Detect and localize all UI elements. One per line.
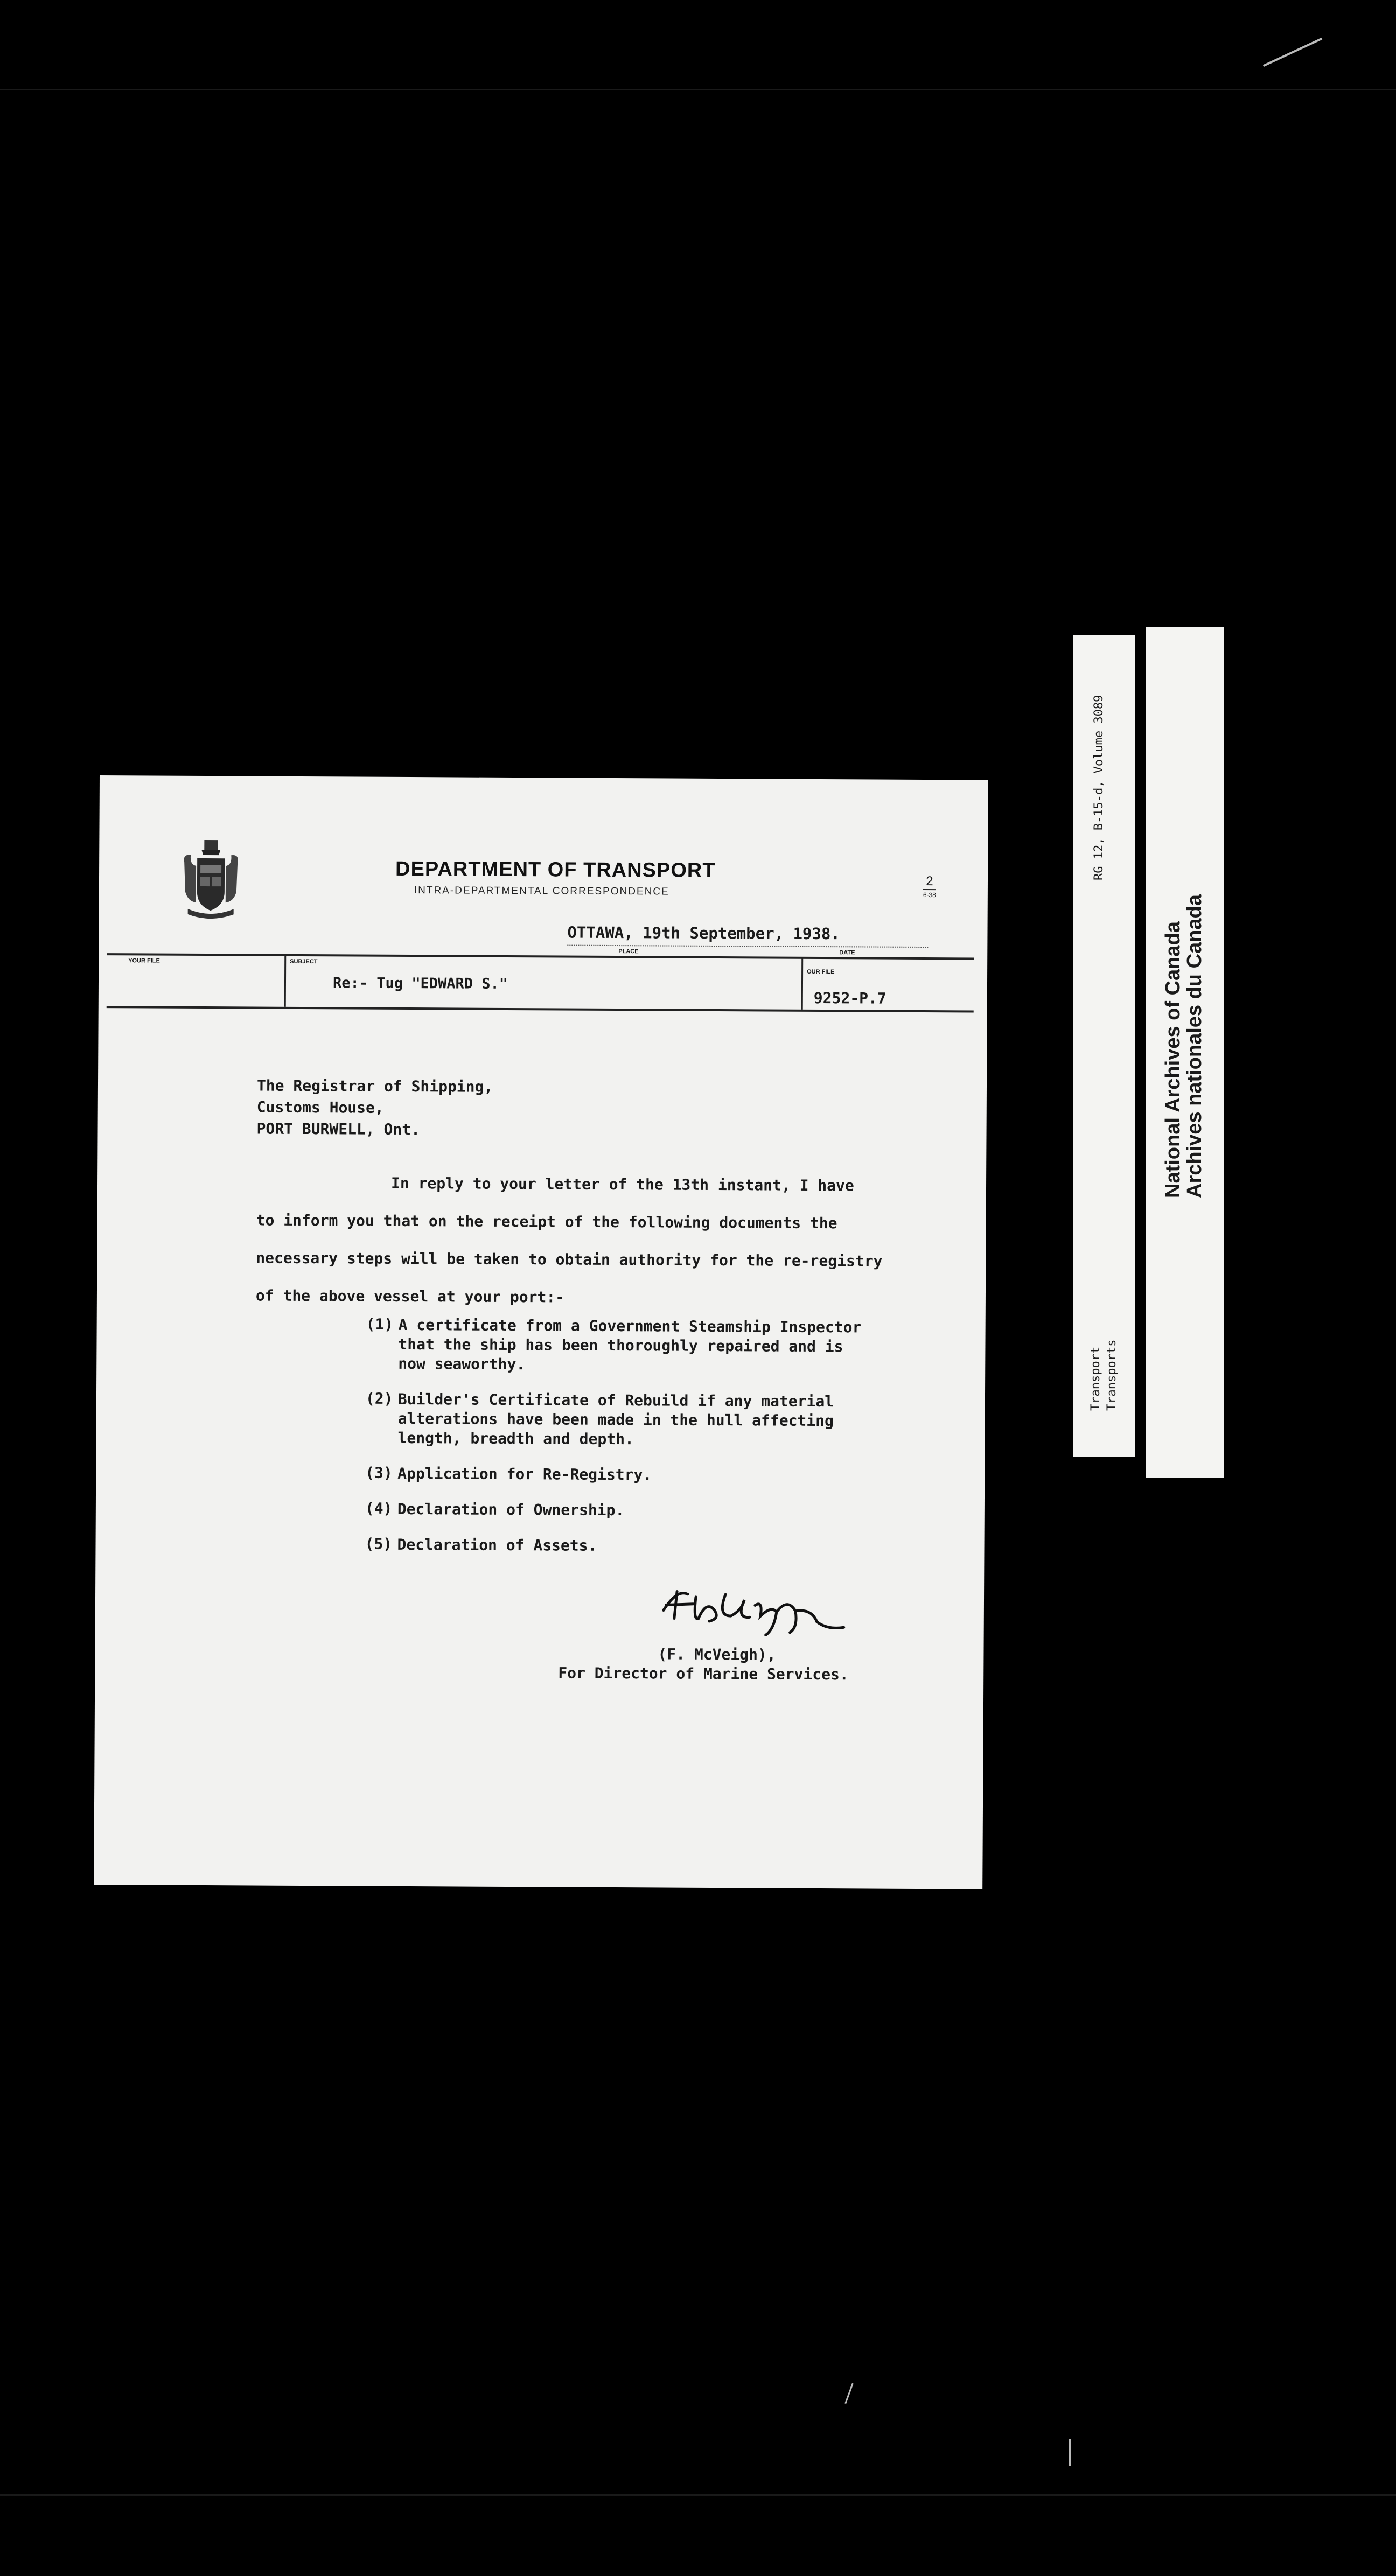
archive-reference: RG 12, B-15-d, Volume 3089 (1092, 695, 1106, 880)
body-line: of the above vessel at your port:- (255, 1286, 565, 1306)
department-title: DEPARTMENT OF TRANSPORT (395, 857, 716, 882)
list-item (365, 1500, 861, 1522)
address-line: PORT BURWELL, Ont. (256, 1119, 421, 1139)
place-label: PLACE (618, 948, 639, 955)
film-scratch (844, 2383, 854, 2404)
coat-of-arms-icon (180, 838, 242, 919)
item-text: Application for Re-Registry. (397, 1464, 652, 1484)
scan-edge-line-top (0, 89, 1396, 90)
item-text: Declaration of Ownership. (397, 1500, 625, 1520)
list-item (365, 1464, 861, 1486)
subject-text: Re:- Tug "EDWARD S." (332, 975, 508, 992)
place-date: OTTAWA, 19th September, 1938. (567, 923, 840, 943)
body-line: to inform you that on the receipt of the following documents the (256, 1211, 837, 1233)
item-text: Builder's Certificate of Rebuild if any material alterations have been made in the hull affecting length, breadth and depth. (397, 1390, 834, 1448)
handwritten-signature (655, 1578, 850, 1638)
list-item (366, 1315, 861, 1376)
department-subtitle: INTRA-DEPARTMENTAL CORRESPONDENCE (414, 885, 669, 898)
transport-label-fr: Transports (1105, 1339, 1119, 1411)
item-text: A certificate from a Government Steamship Inspector that the ship has been thoroughly repaired and is now seaworthy. (398, 1315, 862, 1374)
transport-label (1088, 1340, 1120, 1411)
transport-label-en: Transport (1089, 1346, 1102, 1411)
national-archives-label (1162, 894, 1205, 1198)
scan-edge-line-bottom (0, 2494, 1396, 2496)
letter-sheet (94, 775, 988, 1889)
our-file-number: 9252-P.7 (813, 989, 887, 1007)
item-number: (3) (365, 1464, 393, 1482)
body-line: In reply to your letter of the 13th instant, I have (390, 1174, 854, 1195)
body-line: necessary steps will be taken to obtain authority for the re-registry (256, 1249, 883, 1270)
address-line: Customs House, (256, 1098, 384, 1117)
national-archives-en: National Archives of Canada (1162, 921, 1184, 1198)
signatory-title: For Director of Marine Services. (558, 1664, 849, 1684)
header-divider-left (284, 955, 287, 1007)
national-archives-fr: Archives nationales du Canada (1183, 894, 1206, 1198)
place-date-underline (567, 945, 928, 948)
document-list (365, 1315, 861, 1573)
our-file-label: OUR FILE (807, 968, 835, 976)
address-line: The Registrar of Shipping, (256, 1076, 493, 1096)
form-number-bottom: 6-38 (923, 889, 936, 899)
form-number-top: 2 (926, 874, 933, 889)
list-item (365, 1535, 860, 1557)
item-number: (2) (365, 1389, 393, 1408)
film-scratch (1069, 2439, 1071, 2466)
item-number: (5) (365, 1535, 393, 1553)
signatory-name: (F. McVeigh), (658, 1645, 776, 1664)
date-label: DATE (839, 949, 855, 956)
your-file-label: YOUR FILE (128, 957, 160, 964)
item-number: (1) (366, 1315, 394, 1333)
item-text: Declaration of Assets. (397, 1535, 597, 1555)
recipient-address (256, 1075, 493, 1141)
subject-label: SUBJECT (290, 958, 318, 965)
list-item (365, 1390, 861, 1451)
header-divider-right (801, 958, 804, 1010)
body-paragraph (256, 1164, 883, 1318)
film-scratch (1263, 38, 1322, 67)
item-number: (4) (365, 1499, 393, 1517)
form-number (923, 874, 936, 899)
